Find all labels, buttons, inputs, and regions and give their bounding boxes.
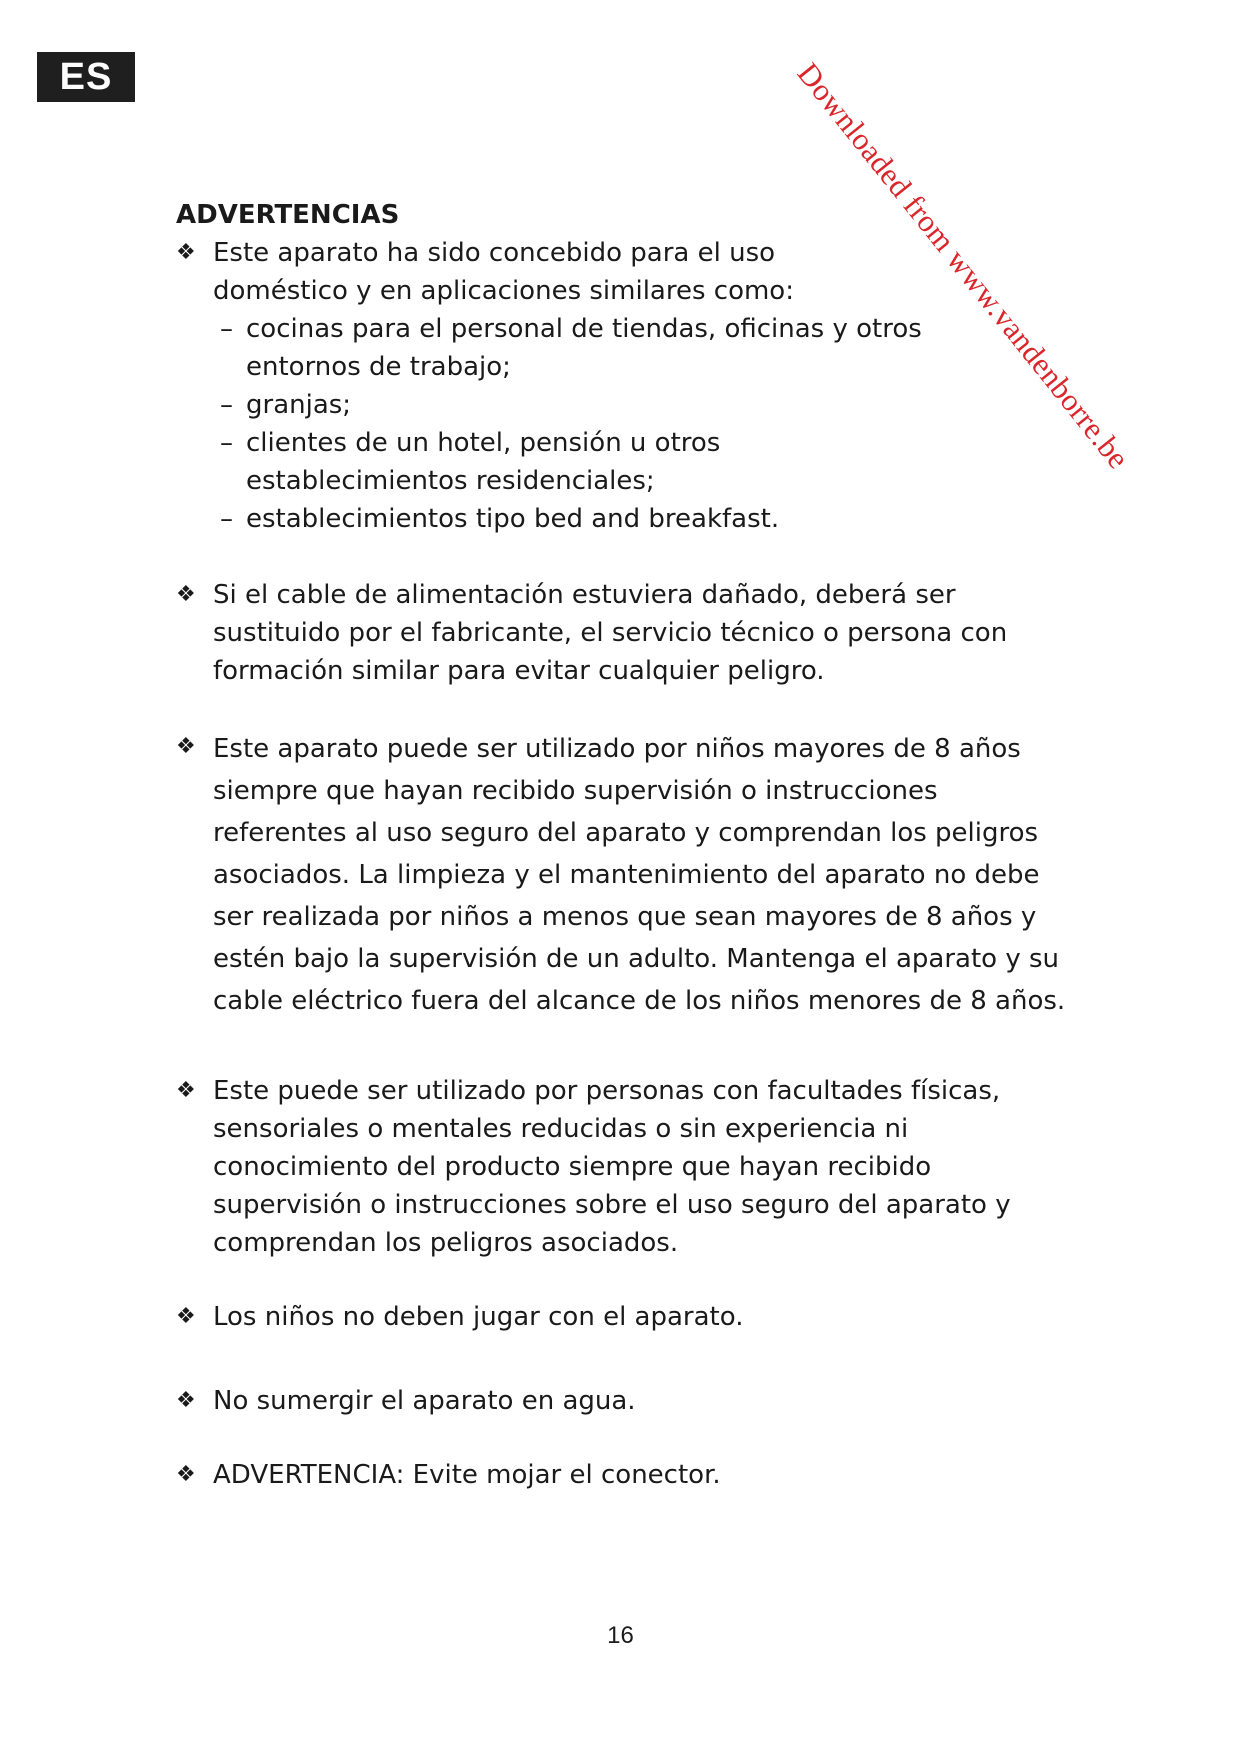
dash-icon: – xyxy=(220,390,233,420)
warning-item xyxy=(176,576,1073,690)
sub-list-item xyxy=(220,310,1036,386)
page-number: 16 xyxy=(607,1622,634,1649)
dash-icon: – xyxy=(220,428,233,458)
warning-text: ADVERTENCIA: Evite mojar el conector. xyxy=(213,1460,721,1490)
sub-item-text: clientes de un hotel, pensión u otros establecimientos residenciales; xyxy=(246,428,721,496)
bullet-diamond-icon: ❖ xyxy=(176,1078,196,1103)
warning-text: Este aparato puede ser utilizado por niños mayores de 8 años siempre que hayan recibido supervisión o instrucciones referentes al uso seguro del aparato y comprendan los peligros asociados. La limpieza y el mantenimiento del aparato no debe ser realizada por niños a menos que sean mayores de 8 años y estén bajo la supervisión de un adulto. Mantenga el aparato y su cable eléctrico fuera del alcance de los niños menores de 8 años. xyxy=(213,734,1066,1016)
warning-text: Este aparato ha sido concebido para el uso doméstico y en aplicaciones similares como: xyxy=(213,238,794,306)
warning-item xyxy=(176,1298,1076,1336)
bullet-diamond-icon: ❖ xyxy=(176,734,196,759)
bullet-diamond-icon: ❖ xyxy=(176,240,196,265)
dash-icon: – xyxy=(220,504,233,534)
warning-text: Este puede ser utilizado por personas con facultades físicas, sensoriales o mentales reducidas o sin experiencia ni conocimiento del producto siempre que hayan recibido supervisión o instrucciones sobre el uso seguro del aparato y comprendan los peligros asociados. xyxy=(213,1076,1011,1258)
warning-item xyxy=(176,728,1073,1022)
bullet-diamond-icon: ❖ xyxy=(176,1388,196,1413)
bullet-diamond-icon: ❖ xyxy=(176,1462,196,1487)
warning-item xyxy=(176,234,913,310)
warning-item xyxy=(176,1456,1076,1494)
warning-text: Si el cable de alimentación estuviera dañado, deberá ser sustituido por el fabricante, el servicio técnico o persona con formación similar para evitar cualquier peligro. xyxy=(213,580,1008,686)
bullet-diamond-icon: ❖ xyxy=(176,582,196,607)
dash-icon: – xyxy=(220,314,233,344)
warning-text: No sumergir el aparato en agua. xyxy=(213,1386,636,1416)
sub-item-text: establecimientos tipo bed and breakfast. xyxy=(246,504,780,534)
sub-item-text: granjas; xyxy=(246,390,352,420)
sub-list-item xyxy=(220,500,1076,538)
bullet-diamond-icon: ❖ xyxy=(176,1304,196,1329)
warning-item xyxy=(176,1382,1076,1420)
section-title: ADVERTENCIAS xyxy=(176,200,400,230)
sub-list-item xyxy=(220,386,1076,424)
warnings-section xyxy=(176,196,1076,1494)
warning-text: Los niños no deben jugar con el aparato. xyxy=(213,1302,744,1332)
language-badge: ES xyxy=(37,52,135,102)
sub-list-item xyxy=(220,424,946,500)
sub-item-text: cocinas para el personal de tiendas, oficinas y otros entornos de trabajo; xyxy=(246,314,922,382)
download-watermark: Downloaded from www.vandenborre.be xyxy=(790,56,1137,476)
warning-item xyxy=(176,1072,1033,1262)
